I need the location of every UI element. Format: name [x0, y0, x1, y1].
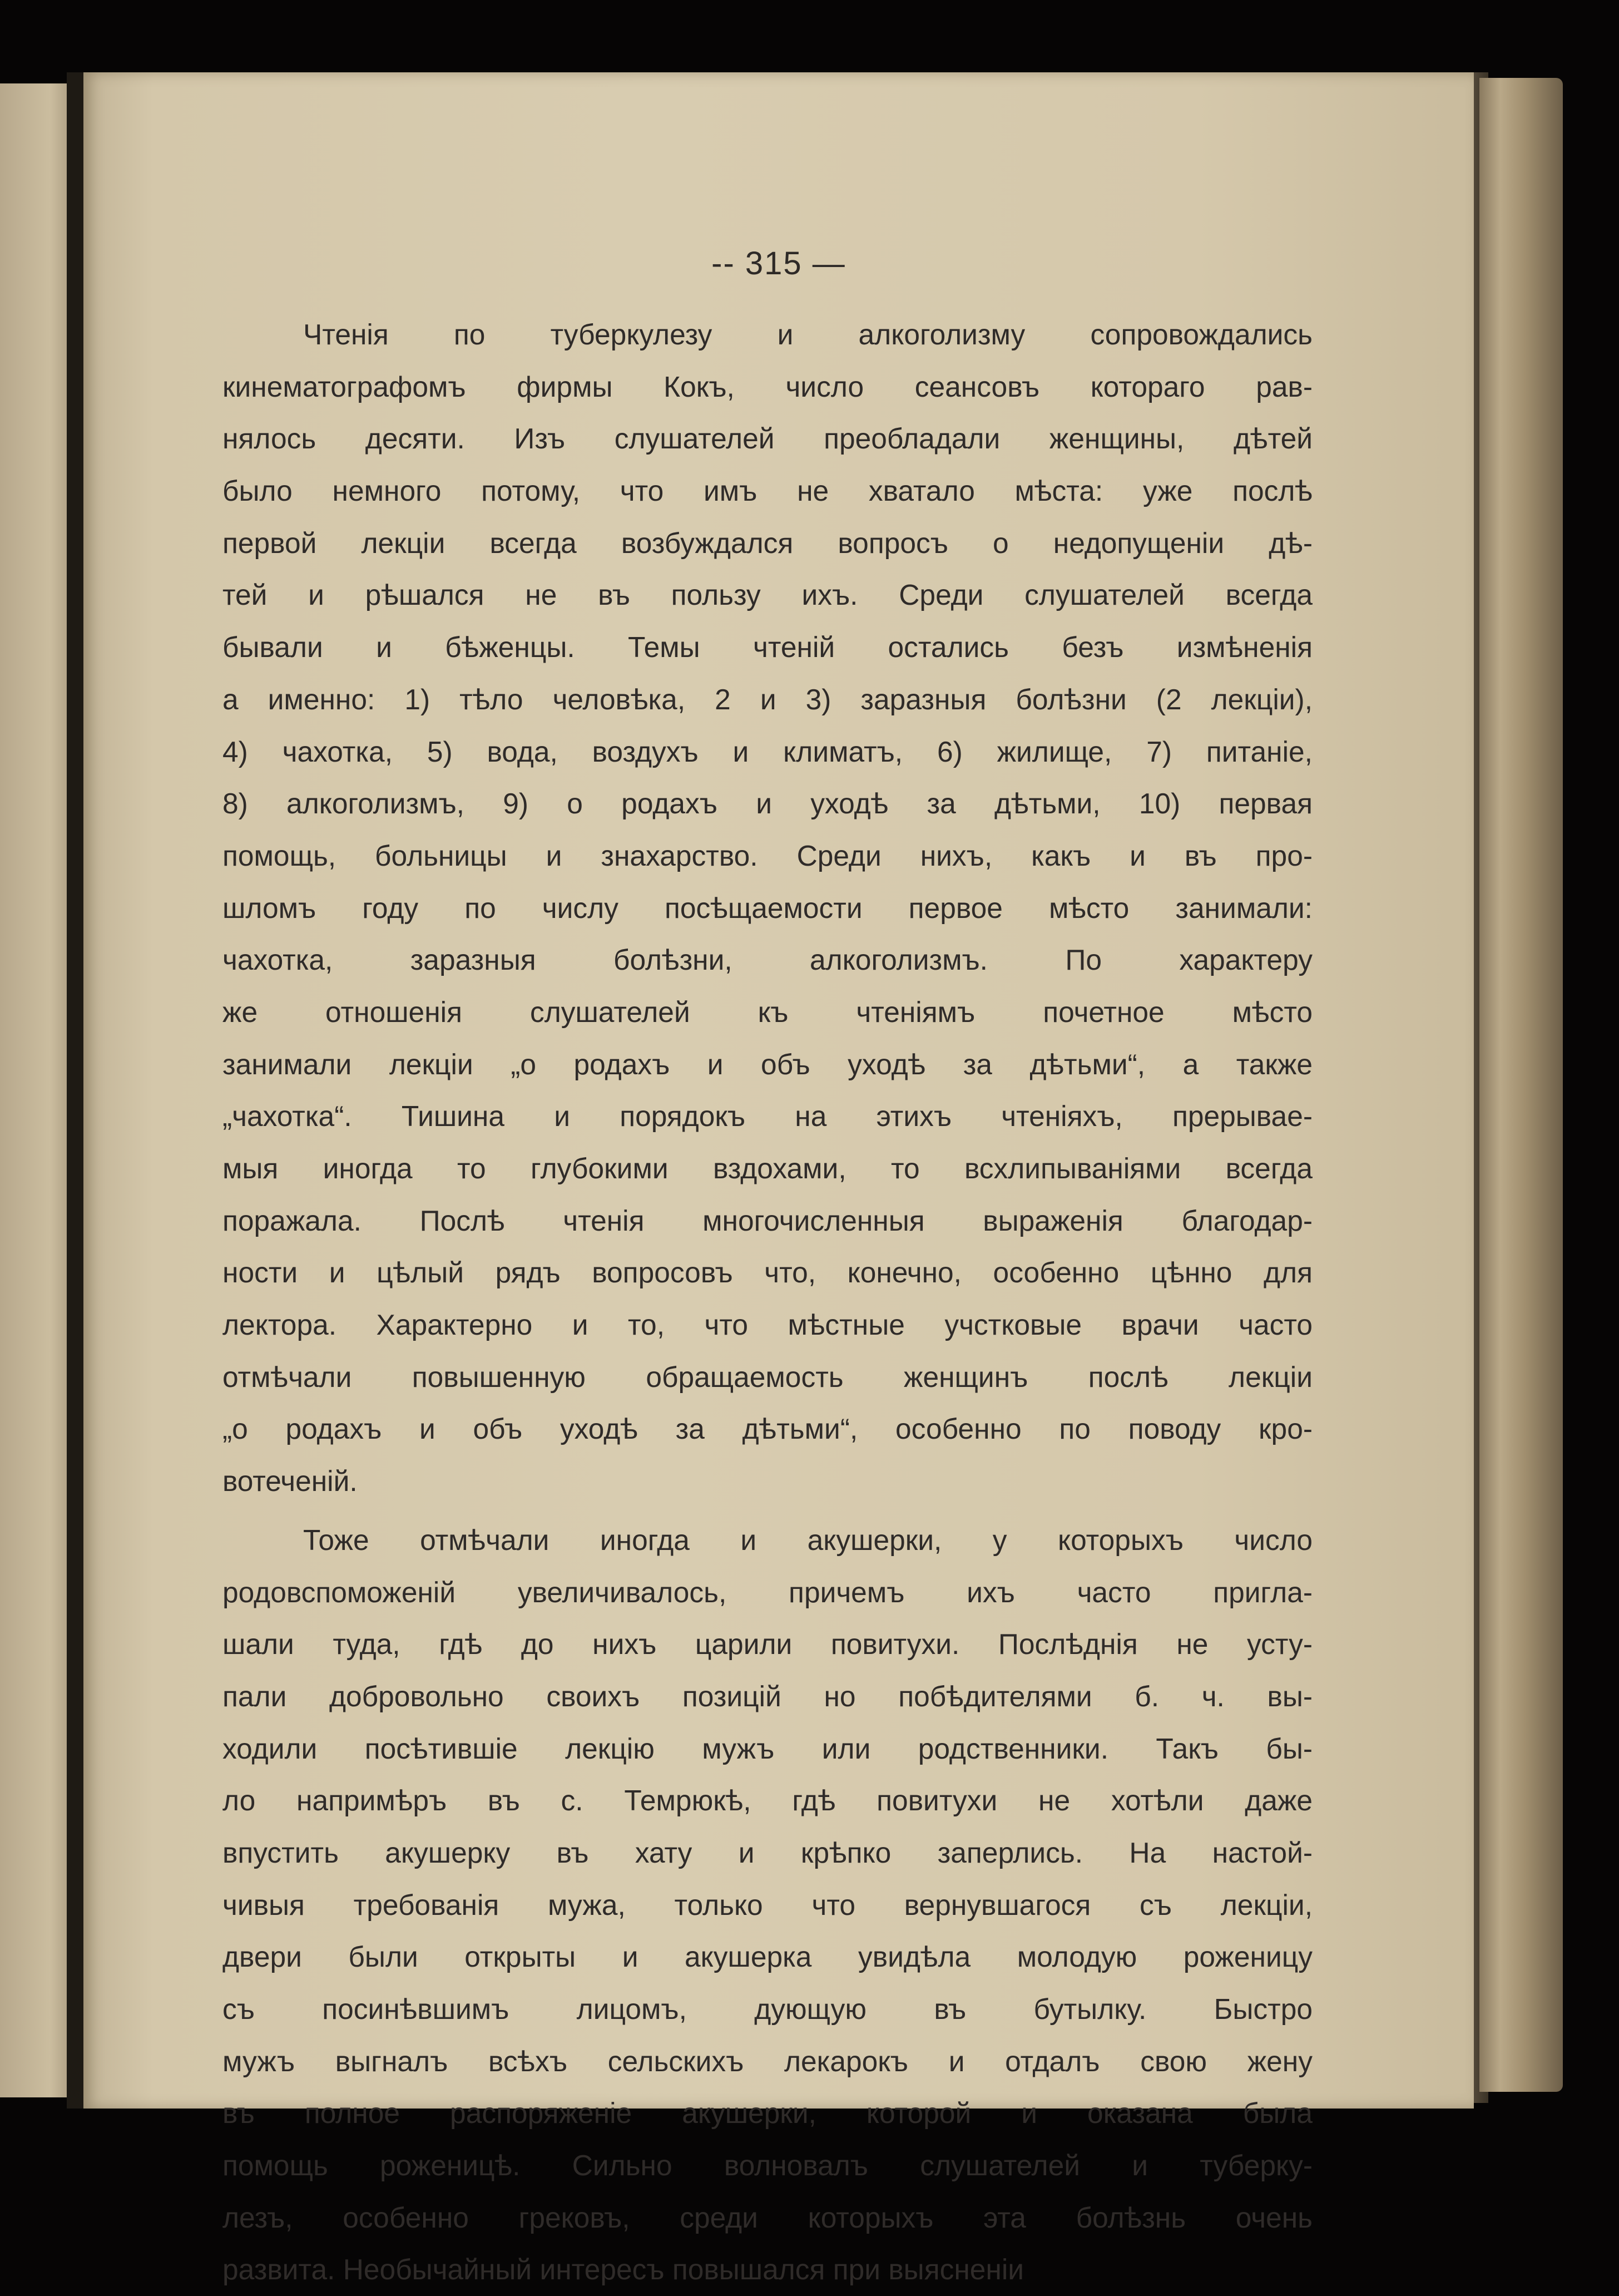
text-line: съ посинѣвшимъ лицомъ, дующую въ бутылку. Быстро — [222, 1993, 1313, 2025]
text-line: помощь роженицѣ. Сильно волновалъ слушателей и туберку- — [222, 2149, 1313, 2182]
book-spine — [67, 72, 83, 2109]
text-line: чивыя требованія мужа, только что вернувшагося съ лекціи, — [222, 1888, 1313, 1921]
right-page-stack — [1479, 78, 1563, 2092]
text-line: 8) алкоголизмъ, 9) о родахъ и уходѣ за дѣтьми, 10) первая — [222, 787, 1313, 820]
text-line: впустить акушерку въ хату и крѣпко заперлись. На настой- — [222, 1836, 1313, 1869]
text-line: Чтенія по туберкулезу и алкоголизму сопровождались — [303, 318, 1313, 350]
text-line: 4) чахотка, 5) вода, воздухъ и климатъ, 6) жилище, 7) питаніе, — [222, 735, 1313, 768]
text-line: было немного потому, что имъ не хватало мѣста: уже послѣ — [222, 475, 1313, 507]
paragraph — [222, 309, 1313, 1508]
page-text — [222, 309, 1313, 2296]
text-line: ло напримѣръ въ с. Темрюкѣ, гдѣ повитухи не хотѣли даже — [222, 1784, 1313, 1817]
text-line: Тоже отмѣчали иногда и акушерки, у которыхъ число — [303, 1523, 1313, 1556]
text-line: ходили посѣтившіе лекцію мужъ или родственники. Такъ бы- — [222, 1732, 1313, 1765]
book-page — [83, 72, 1474, 2286]
text-line: чахотка, заразныя болѣзни, алкоголизмъ. По характеру — [222, 944, 1313, 976]
text-line: кинематографомъ фирмы Кокъ, число сеансовъ котораго рав- — [222, 370, 1313, 403]
text-line: двери были открыты и акушерка увидѣла молодую роженицу — [222, 1941, 1313, 1973]
text-line: помощь, больницы и знахарство. Среди нихъ, какъ и въ про- — [222, 839, 1313, 872]
text-line: же отношенія слушателей къ чтеніямъ почетное мѣсто — [222, 995, 1313, 1028]
text-line: поражала. Послѣ чтенія многочисленныя выраженія благодар- — [222, 1204, 1313, 1237]
text-line: занимали лекціи „о родахъ и объ уходѣ за дѣтьми“, а также — [222, 1048, 1313, 1080]
text-line: родовспоможеній увеличивалось, причемъ ихъ часто пригла- — [222, 1576, 1313, 1608]
text-line: развита. Необычайный интересъ повышался при выясненіи — [222, 2253, 1024, 2286]
text-line: первой лекціи всегда возбуждался вопросъ о недопущеніи дѣ- — [222, 526, 1313, 559]
text-line: а именно: 1) тѣло человѣка, 2 и 3) заразныя болѣзни (2 лекціи), — [222, 683, 1313, 715]
text-line: пали добровольно своихъ позицій но побѣдителями б. ч. вы- — [222, 1680, 1313, 1712]
text-line: тей и рѣшался не въ пользу ихъ. Среди слушателей всегда — [222, 579, 1313, 611]
text-line: лезъ, особенно грековъ, среди которыхъ эта болѣзнь очень — [222, 2201, 1313, 2234]
text-line: мыя иногда то глубокими вздохами, то всхлипываніями всегда — [222, 1152, 1313, 1184]
text-line: отмѣчали повышенную обращаемость женщинъ послѣ лекціи — [222, 1360, 1313, 1393]
page-number: -- 315 — — [711, 245, 846, 282]
text-line: ности и цѣлый рядъ вопросовъ что, конечно, особенно цѣнно для — [222, 1256, 1313, 1289]
text-line: вотеченій. — [222, 1465, 358, 1498]
text-line: шломъ году по числу посѣщаемости первое мѣсто занимали: — [222, 891, 1313, 924]
paragraph-gap — [222, 1508, 1313, 1514]
text-line: „чахотка“. Тишина и порядокъ на этихъ чтеніяхъ, прерывае- — [222, 1100, 1313, 1133]
text-line: въ полное распоряженіе акушерки, которой и оказана была — [222, 2097, 1313, 2130]
text-line: шали туда, гдѣ до нихъ царили повитухи. Послѣднія не усту- — [222, 1628, 1313, 1661]
text-line: „о родахъ и объ уходѣ за дѣтьми“, особенно по поводу кро- — [222, 1413, 1313, 1445]
text-line: нялось десяти. Изъ слушателей преобладали женщины, дѣтей — [222, 422, 1313, 455]
text-line: мужъ выгналъ всѣхъ сельскихъ лекарокъ и отдалъ свою жену — [222, 2045, 1313, 2077]
text-line: бывали и бѣженцы. Темы чтеній остались безъ измѣненія — [222, 631, 1313, 664]
text-line: лектора. Характерно и то, что мѣстные учстковые врачи часто — [222, 1309, 1313, 1341]
paragraph — [222, 1514, 1313, 2296]
